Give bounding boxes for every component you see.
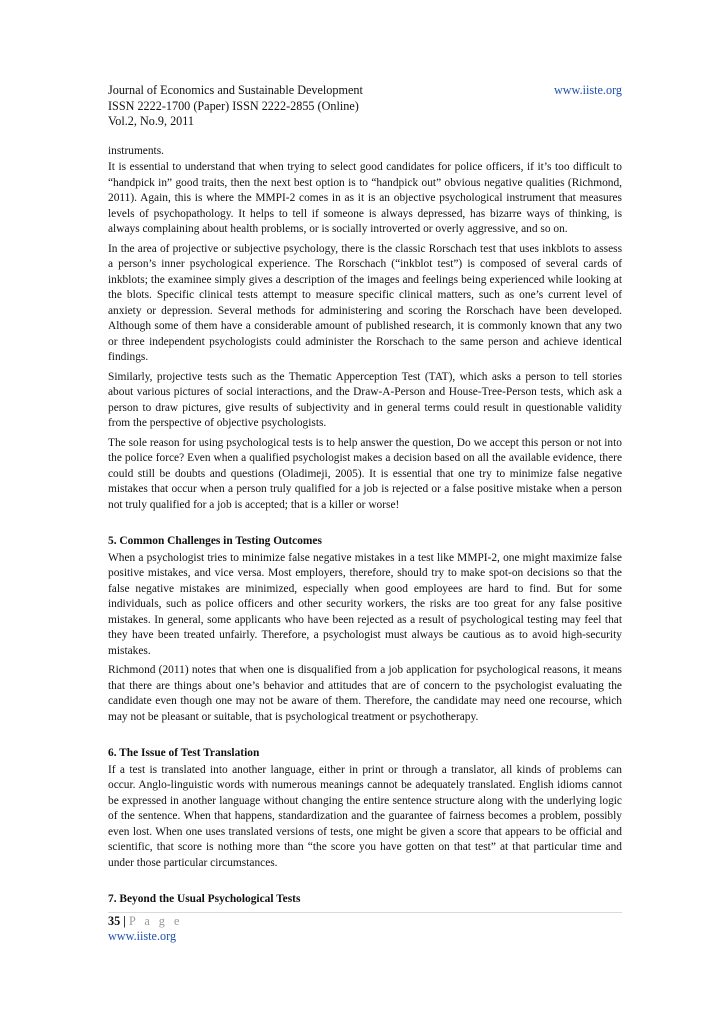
page-separator: | <box>123 914 126 928</box>
paragraph: The sole reason for using psychological tests is to help answer the question, Do we accept this person or not into the police force? Even when a qualified psychologist makes a decision based on all the available evidence, there could still be doubts and questions (Oladimeji, 2005). It is essential that one try to minimize false negative mistakes that occur when a person truly qualified for a job is rejected or a false positive mistake when a person not truly qualified for a job is accepted; that is a killer or worse! <box>108 436 622 511</box>
header-website-link[interactable]: www.iiste.org <box>553 83 622 97</box>
article-body <box>108 144 622 908</box>
paragraph: When a psychologist tries to minimize false negative mistakes in a test like MMPI-2, one might maximize false positive mistakes, and vice versa. Most employers, therefore, should try to make spot-on decisions so that the false negative mistakes are minimized, especially when good employees are hard to find. But for some individuals, such as police officers and other security workers, the risks are too great for any false positive mistakes. In general, some applicants who have been rejected as a result of psychological testing may feel that they have been treated unfairly. Therefore, a psychologist must always be cautious as to avoid high-security mistakes. <box>108 551 622 657</box>
journal-volume: Vol.2, No.9, 2011 <box>108 114 194 129</box>
paragraph: If a test is translated into another language, either in print or through a translator, all kinds of problems can occur. Anglo-linguistic words with numerous meanings cannot be adequately translated. English idioms cannot be expressed in another language without changing the entire sentence structure along with the underlying logic of the sentence. When that happens, standardization and the guarantee of fairness becomes a problem, possibly even lost. When one uses translated versions of tests, one might be given a score that appears to be official and scientific, that score is nothing more than “the score you have gotten on that test” at that particular time and under those particular circumstances. <box>108 763 622 869</box>
journal-header <box>108 83 622 130</box>
section-heading: 5. Common Challenges in Testing Outcomes <box>108 535 322 548</box>
paragraph: It is essential to understand that when trying to select good candidates for police officers, if it’s too difficult to “handpick in” good traits, then the next best option is to “handpick out” obvious negative qualities (Richmond, 2011). Again, this is where the MMPI-2 comes in as it is an objective psychological instrument that measures levels of psychopathology. It helps to tell if someone is always depressed, has bizarre ways of thinking, is always complaining about health problems, or is socially introverted or overly aggressive, and so on. <box>108 161 622 236</box>
paragraph: In the area of projective or subjective psychology, there is the classic Rorschach test that uses inkblots to assess a person’s inner psychological experience. The Rorschach (“inkblot test”) is composed of several cards of inkblots; the examinee simply gives a description of the images and feelings being experienced while looking at the blots. Specific clinical tests attempt to measure specific clinical matters, such as one’s current level of anxiety or depression. Several methods for administering and scoring the Rorschach have been developed. Although some of them have a considerable amount of published research, it is commonly known that any two or three independent psychologists could administer the Rorschach to the same person and achieve identical findings. <box>108 242 622 364</box>
document-page <box>108 83 622 909</box>
page-footer <box>108 912 622 944</box>
footer-website-link[interactable]: www.iiste.org <box>108 929 177 943</box>
section-heading: 7. Beyond the Usual Psychological Tests <box>108 893 301 906</box>
page-label: P a g e <box>128 914 183 928</box>
section-heading: 6. The Issue of Test Translation <box>108 747 260 760</box>
paragraph: Similarly, projective tests such as the Thematic Apperception Test (TAT), which asks a person to tell stories about various pictures of social interactions, and the Draw-A-Person and House-Tree-Person tests, which ask a person to draw pictures, give results of subjectivity and in general terms could result in questionable validity from the perspective of objective psychologists. <box>108 370 622 430</box>
footer-divider <box>108 912 622 913</box>
journal-issn: ISSN 2222-1700 (Paper) ISSN 2222-2855 (Online) <box>108 98 359 113</box>
paragraph: Richmond (2011) notes that when one is disqualified from a job application for psychological reasons, it means that there are things about one’s behavior and attitudes that are of concern to the psychologist evaluating the candidate even though one may not be aware of them. Therefore, the candidate may need one recourse, which may not be pleasant or suitable, that is psychological treatment or psychotherapy. <box>108 664 622 723</box>
journal-title: Journal of Economics and Sustainable Development <box>108 83 363 97</box>
paragraph: instruments. <box>108 144 165 157</box>
page-number: 35 <box>108 914 121 928</box>
page-number-line <box>108 914 622 929</box>
